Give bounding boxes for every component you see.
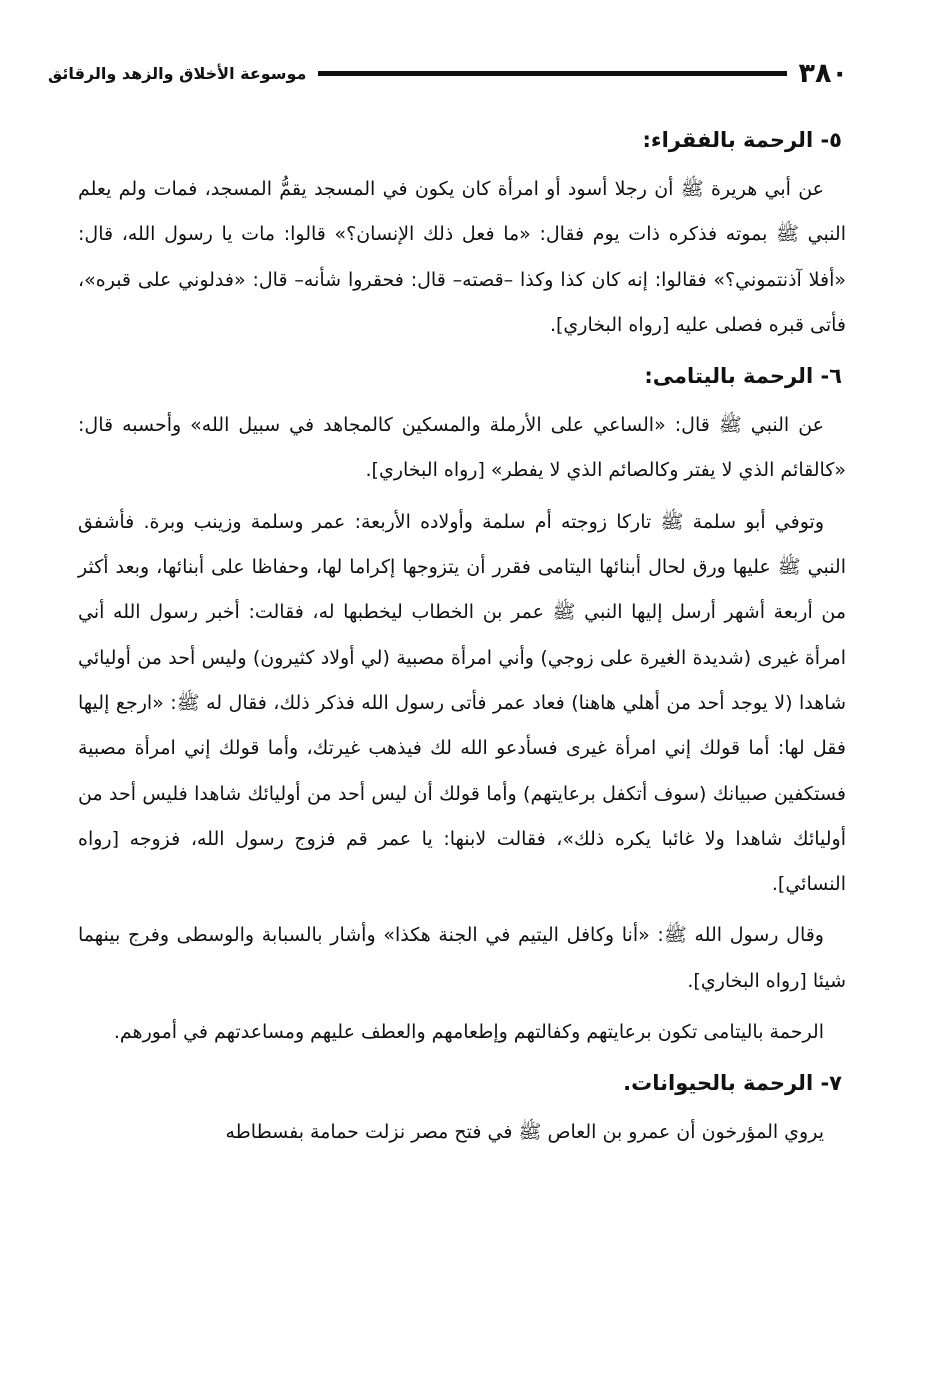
book-title: موسوعة الأخلاق والزهد والرقائق	[48, 63, 307, 83]
paragraph: عن أبي هريرة ﷺ أن رجلا أسود أو امرأة كان يكون في المسجد يقمُّ المسجد، فمات ولم يعلم النبي ﷺ بموته فذكره ذات يوم فقال: «ما فعل ذلك الإنسان؟» قالوا: مات يا رسول الله، قال: «أفلا آذنتموني؟» فقالوا: إنه كان كذا وكذا –قصته– قال: فحقروا شأنه– قال: «فدلوني على قبره»، فأتى قبره فصلى عليه [رواه البخاري].	[78, 178, 846, 336]
paragraph: وتوفي أبو سلمة ﷺ تاركا زوجته أم سلمة وأولاده الأربعة: عمر وسلمة وزينب وبرة. فأشفق النبي ﷺ عليها ورق لحال أبنائها اليتامى فقرر أن يتزوجها إكراما لها، وحفاظا على أبنائها، وبعد أكثر من أربعة أشهر أرسل إليها النبي ﷺ عمر بن الخطاب ليخطبها له، فقالت: أخبر رسول الله أني امرأة غيرى (شديدة الغيرة على زوجي) وأني امرأة مصبية (لي أولاد كثيرون) وليس أحد من أوليائي شاهدا (لا يوجد أحد من أهلي هاهنا) فعاد عمر فأتى رسول الله فذكر ذلك، فقال له ﷺ: «ارجع إليها فقل لها: أما قولك إني امرأة غيرى فسأدعو الله لك فيذهب غيرتك، وأما قولك إني امرأة مصبية فستكفين صبيانك (سوف أتكفل برعايتهم) وأما قولك أن ليس أحد من أوليائك شاهدا فليس أحد من أوليائك شاهدا ولا غائبا يكره ذلك»، فقالت لابنها: يا عمر قم فزوج رسول الله، فزوجه [رواه النسائي].	[78, 510, 846, 896]
paragraph: عن النبي ﷺ قال: «الساعي على الأرملة والمسكين كالمجاهد في سبيل الله» وأحسبه قال: «كالقائم الذي لا يفتر وكالصائم الذي لا يفطر» [رواه البخاري].	[78, 414, 846, 482]
paragraph: وقال رسول الله ﷺ: «أنا وكافل اليتيم في الجنة هكذا» وأشار بالسبابة والوسطى وفرج بينهما شيئا [رواه البخاري].	[78, 924, 846, 992]
running-header	[48, 58, 848, 88]
header-rule	[318, 71, 786, 76]
section-heading-animals: ٧- الرحمة بالحيوانات.	[623, 1071, 842, 1096]
section-heading-orphans: ٦- الرحمة باليتامى:	[644, 364, 842, 389]
section-heading-poor: ٥- الرحمة بالفقراء:	[642, 128, 842, 152]
paragraph: الرحمة باليتامى تكون برعايتهم وكفالتهم وإطعامهم والعطف عليهم ومساعدتهم في أمورهم.	[113, 1021, 824, 1044]
paragraph: يروي المؤرخون أن عمرو بن العاص ﷺ في فتح مصر نزلت حمامة بفسطاطه	[225, 1121, 824, 1144]
page-body	[78, 118, 846, 1162]
page-number: ٣٨٠	[798, 57, 848, 89]
